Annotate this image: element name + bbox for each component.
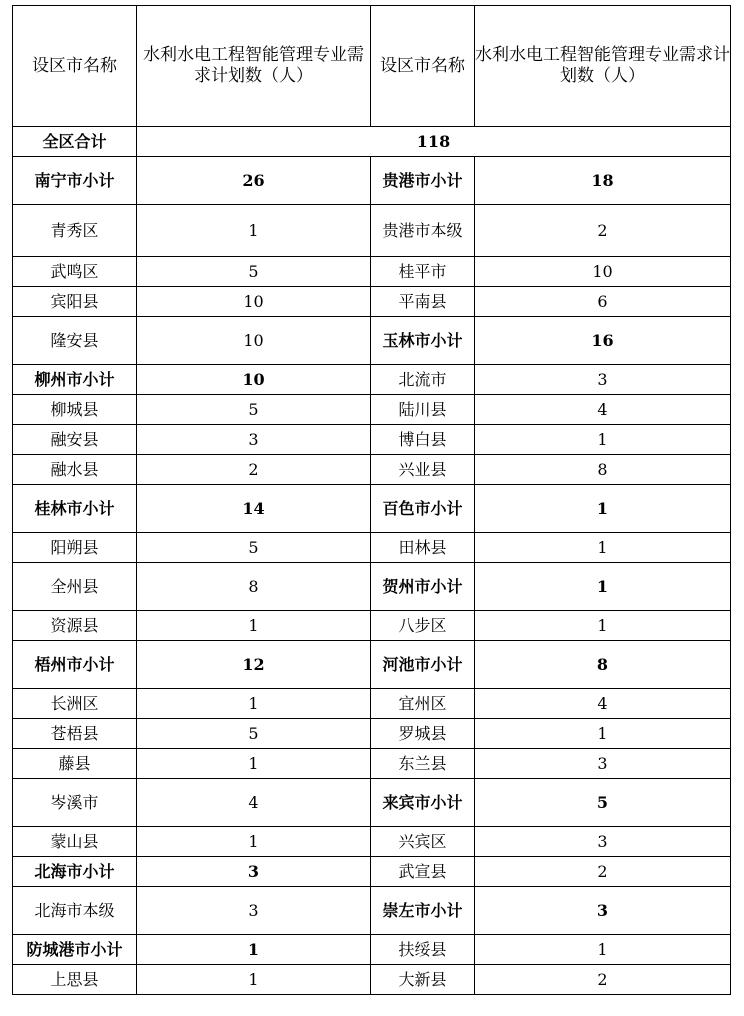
- demand-count-cell: 8: [475, 641, 731, 689]
- table-row: [13, 257, 731, 287]
- region-name-cell: 百色市小计: [371, 485, 475, 533]
- total-label: 全区合计: [13, 127, 137, 157]
- demand-count-cell: 2: [475, 857, 731, 887]
- region-name-cell: 平南县: [371, 287, 475, 317]
- table-row: [13, 365, 731, 395]
- demand-count-cell: 4: [475, 689, 731, 719]
- region-name-cell: 苍梧县: [13, 719, 137, 749]
- table-row: [13, 611, 731, 641]
- table-row: [13, 563, 731, 611]
- region-name-cell: 青秀区: [13, 205, 137, 257]
- region-name-cell: 贵港市小计: [371, 157, 475, 205]
- demand-count-cell: 1: [475, 719, 731, 749]
- table-row: [13, 779, 731, 827]
- demand-count-cell: 5: [137, 533, 371, 563]
- region-name-cell: 田林县: [371, 533, 475, 563]
- demand-count-cell: 12: [137, 641, 371, 689]
- region-name-cell: 上思县: [13, 965, 137, 995]
- table-row: [13, 205, 731, 257]
- demand-count-cell: 1: [137, 749, 371, 779]
- table-row: [13, 965, 731, 995]
- region-name-cell: 武鸣区: [13, 257, 137, 287]
- demand-count-cell: 1: [137, 689, 371, 719]
- region-name-cell: 兴宾区: [371, 827, 475, 857]
- table-row: [13, 425, 731, 455]
- demand-count-cell: 5: [137, 395, 371, 425]
- region-name-cell: 全州县: [13, 563, 137, 611]
- region-name-cell: 柳州市小计: [13, 365, 137, 395]
- demand-count-cell: 5: [137, 719, 371, 749]
- demand-count-cell: 8: [475, 455, 731, 485]
- header-region-name-left: 设区市名称: [13, 6, 137, 127]
- demand-count-cell: 3: [137, 425, 371, 455]
- demand-count-cell: 2: [137, 455, 371, 485]
- demand-count-cell: 3: [137, 857, 371, 887]
- demand-count-cell: 1: [137, 205, 371, 257]
- demand-count-cell: 26: [137, 157, 371, 205]
- demand-count-cell: 16: [475, 317, 731, 365]
- demand-count-cell: 1: [475, 533, 731, 563]
- demand-count-cell: 10: [137, 287, 371, 317]
- region-name-cell: 融安县: [13, 425, 137, 455]
- demand-count-cell: 3: [475, 887, 731, 935]
- demand-count-cell: 10: [137, 317, 371, 365]
- demand-count-cell: 2: [475, 205, 731, 257]
- demand-count-cell: 3: [137, 887, 371, 935]
- table-row: [13, 719, 731, 749]
- demand-count-cell: 1: [137, 827, 371, 857]
- region-name-cell: 蒙山县: [13, 827, 137, 857]
- region-name-cell: 玉林市小计: [371, 317, 475, 365]
- region-name-cell: 贵港市本级: [371, 205, 475, 257]
- region-name-cell: 贺州市小计: [371, 563, 475, 611]
- total-row: [13, 127, 731, 157]
- region-name-cell: 桂林市小计: [13, 485, 137, 533]
- header-demand-count-left: 水利水电工程智能管理专业需求计划数（人）: [137, 6, 371, 127]
- demand-count-cell: 6: [475, 287, 731, 317]
- region-name-cell: 崇左市小计: [371, 887, 475, 935]
- demand-count-cell: 1: [475, 563, 731, 611]
- demand-count-cell: 1: [475, 611, 731, 641]
- region-name-cell: 资源县: [13, 611, 137, 641]
- demand-count-cell: 1: [137, 611, 371, 641]
- region-name-cell: 防城港市小计: [13, 935, 137, 965]
- region-name-cell: 博白县: [371, 425, 475, 455]
- region-name-cell: 北海市本级: [13, 887, 137, 935]
- region-name-cell: 来宾市小计: [371, 779, 475, 827]
- demand-count-cell: 3: [475, 827, 731, 857]
- table-row: [13, 887, 731, 935]
- region-name-cell: 八步区: [371, 611, 475, 641]
- region-name-cell: 桂平市: [371, 257, 475, 287]
- demand-count-cell: 18: [475, 157, 731, 205]
- region-name-cell: 大新县: [371, 965, 475, 995]
- demand-count-cell: 8: [137, 563, 371, 611]
- table-row: [13, 287, 731, 317]
- table-row: [13, 827, 731, 857]
- region-name-cell: 兴业县: [371, 455, 475, 485]
- region-name-cell: 扶绥县: [371, 935, 475, 965]
- region-name-cell: 宾阳县: [13, 287, 137, 317]
- region-name-cell: 宜州区: [371, 689, 475, 719]
- demand-count-cell: 1: [137, 965, 371, 995]
- region-name-cell: 隆安县: [13, 317, 137, 365]
- table-row: [13, 317, 731, 365]
- region-name-cell: 北海市小计: [13, 857, 137, 887]
- table-row: [13, 689, 731, 719]
- region-name-cell: 藤县: [13, 749, 137, 779]
- region-name-cell: 东兰县: [371, 749, 475, 779]
- header-demand-count-right: 水利水电工程智能管理专业需求计划数（人）: [475, 6, 731, 127]
- demand-count-cell: 1: [475, 935, 731, 965]
- demand-count-cell: 10: [475, 257, 731, 287]
- header-row: [13, 6, 731, 127]
- region-name-cell: 罗城县: [371, 719, 475, 749]
- region-name-cell: 长洲区: [13, 689, 137, 719]
- demand-count-cell: 1: [475, 485, 731, 533]
- region-name-cell: 梧州市小计: [13, 641, 137, 689]
- demand-count-cell: 2: [475, 965, 731, 995]
- demand-table: [12, 5, 731, 995]
- region-name-cell: 北流市: [371, 365, 475, 395]
- region-name-cell: 阳朔县: [13, 533, 137, 563]
- region-name-cell: 陆川县: [371, 395, 475, 425]
- region-name-cell: 柳城县: [13, 395, 137, 425]
- table-row: [13, 533, 731, 563]
- header-region-name-right: 设区市名称: [371, 6, 475, 127]
- demand-count-cell: 3: [475, 749, 731, 779]
- demand-count-cell: 5: [137, 257, 371, 287]
- demand-count-cell: 1: [137, 935, 371, 965]
- table-row: [13, 749, 731, 779]
- table-row: [13, 485, 731, 533]
- table-row: [13, 157, 731, 205]
- table-row: [13, 935, 731, 965]
- table-row: [13, 641, 731, 689]
- demand-count-cell: 4: [475, 395, 731, 425]
- demand-count-cell: 14: [137, 485, 371, 533]
- region-name-cell: 融水县: [13, 455, 137, 485]
- table-row: [13, 455, 731, 485]
- region-name-cell: 南宁市小计: [13, 157, 137, 205]
- table-row: [13, 857, 731, 887]
- region-name-cell: 河池市小计: [371, 641, 475, 689]
- demand-count-cell: 4: [137, 779, 371, 827]
- demand-count-cell: 3: [475, 365, 731, 395]
- total-value: 118: [137, 127, 731, 157]
- demand-count-cell: 10: [137, 365, 371, 395]
- region-name-cell: 武宣县: [371, 857, 475, 887]
- region-name-cell: 岑溪市: [13, 779, 137, 827]
- table-row: [13, 395, 731, 425]
- demand-count-cell: 5: [475, 779, 731, 827]
- demand-count-cell: 1: [475, 425, 731, 455]
